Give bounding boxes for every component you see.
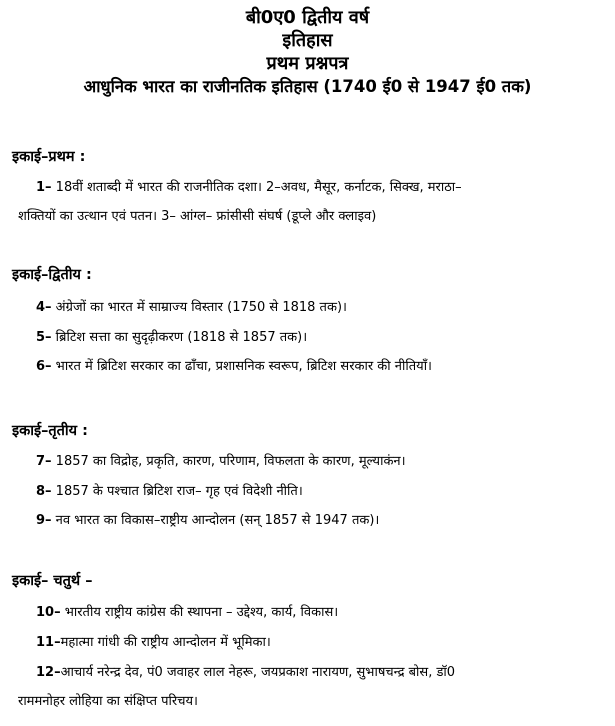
- unit-3-item-7: [36, 450, 602, 473]
- item-number: 5–: [36, 330, 52, 345]
- item-text: 18वीं शताब्दी में भारत की राजनीतिक दशा। 2–अवध, मैसूर, कर्नाटक, सिक्ख, मराठा–: [51, 180, 462, 195]
- unit-1-item-1: [36, 176, 602, 199]
- item-text: आचार्य नरेन्द्र देव, पं0 जवाहर लाल नेहरू, जयप्रकाश नारायण, सुभाषचन्द्र बोस, डॉ0: [60, 665, 456, 680]
- unit-4-item-12: [36, 661, 602, 684]
- unit-3-item-9: [36, 509, 602, 532]
- unit-3-item-8: [36, 480, 602, 503]
- course-year-title: बी0ए0 द्वितीय वर्ष: [245, 7, 370, 28]
- item-text: अंग्रेजों का भारत में साम्राज्य विस्तार (1750 से 1818 तक)।: [51, 300, 347, 315]
- item-text: 1857 के पश्चात ब्रिटिश राज– गृह एवं विदेशी नीति।: [51, 484, 303, 499]
- unit-2-item-6: [36, 355, 602, 378]
- unit-2-heading: इकाई–द्वितीय :: [12, 267, 92, 283]
- paper-title: प्रथम प्रश्नपत्र: [266, 53, 349, 74]
- item-number: 11–: [36, 635, 61, 650]
- item-text: भारतीय राष्ट्रीय कांग्रेस की स्थापना – उद्देश्य, कार्य, विकास।: [60, 605, 339, 620]
- unit-3-heading: इकाई–तृतीय :: [12, 423, 88, 439]
- item-number: 1–: [36, 180, 52, 195]
- item-text: 1857 का विद्रोह, प्रकृति, कारण, परिणाम, विफलता के कारण, मूल्याकंन।: [51, 454, 406, 469]
- syllabus-header: [0, 6, 615, 98]
- item-number: 7–: [36, 454, 52, 469]
- item-number: 4–: [36, 300, 52, 315]
- item-text: भारत में ब्रिटिश सरकार का ढाँचा, प्रशासनिक स्वरूप, ब्रिटिश सरकार की नीतियाँ।: [51, 359, 432, 374]
- paper-subtitle: आधुनिक भारत का राजीनतिक इतिहास (1740 ई0 से 1947 ई0 तक): [83, 77, 532, 96]
- unit-2-item-4: [36, 296, 602, 319]
- item-number: 12–: [36, 665, 61, 680]
- unit-4-heading: इकाई– चतुर्थ –: [12, 573, 93, 589]
- item-number: 9–: [36, 513, 52, 528]
- unit-4-item-10: [36, 601, 602, 624]
- item-number: 10–: [36, 605, 61, 620]
- item-text: नव भारत का विकास–राष्ट्रीय आन्दोलन (सन् 1857 से 1947 तक)।: [51, 513, 380, 528]
- item-text: महात्मा गांधी की राष्ट्रीय आन्दोलन में भूमिका।: [60, 635, 271, 650]
- item-text: ब्रिटिश सत्ता का सुदृढ़ीकरण (1818 से 1857 तक)।: [51, 330, 308, 345]
- unit-4-item-12-continuation: राममनोहर लोहिया का संक्षिप्त परिचय।: [18, 694, 198, 709]
- unit-1-heading: इकाई–प्रथम :: [12, 149, 86, 165]
- unit-4-item-11: [36, 631, 602, 654]
- unit-1-item-1-continuation: शक्तियों का उत्थान एवं पतन। 3– आंग्ल– फ्रांसीसी संघर्ष (डूप्ले और क्लाइव): [18, 209, 377, 224]
- item-number: 6–: [36, 359, 52, 374]
- item-number: 8–: [36, 484, 52, 499]
- subject-title: इतिहास: [282, 30, 333, 51]
- unit-2-item-5: [36, 326, 602, 349]
